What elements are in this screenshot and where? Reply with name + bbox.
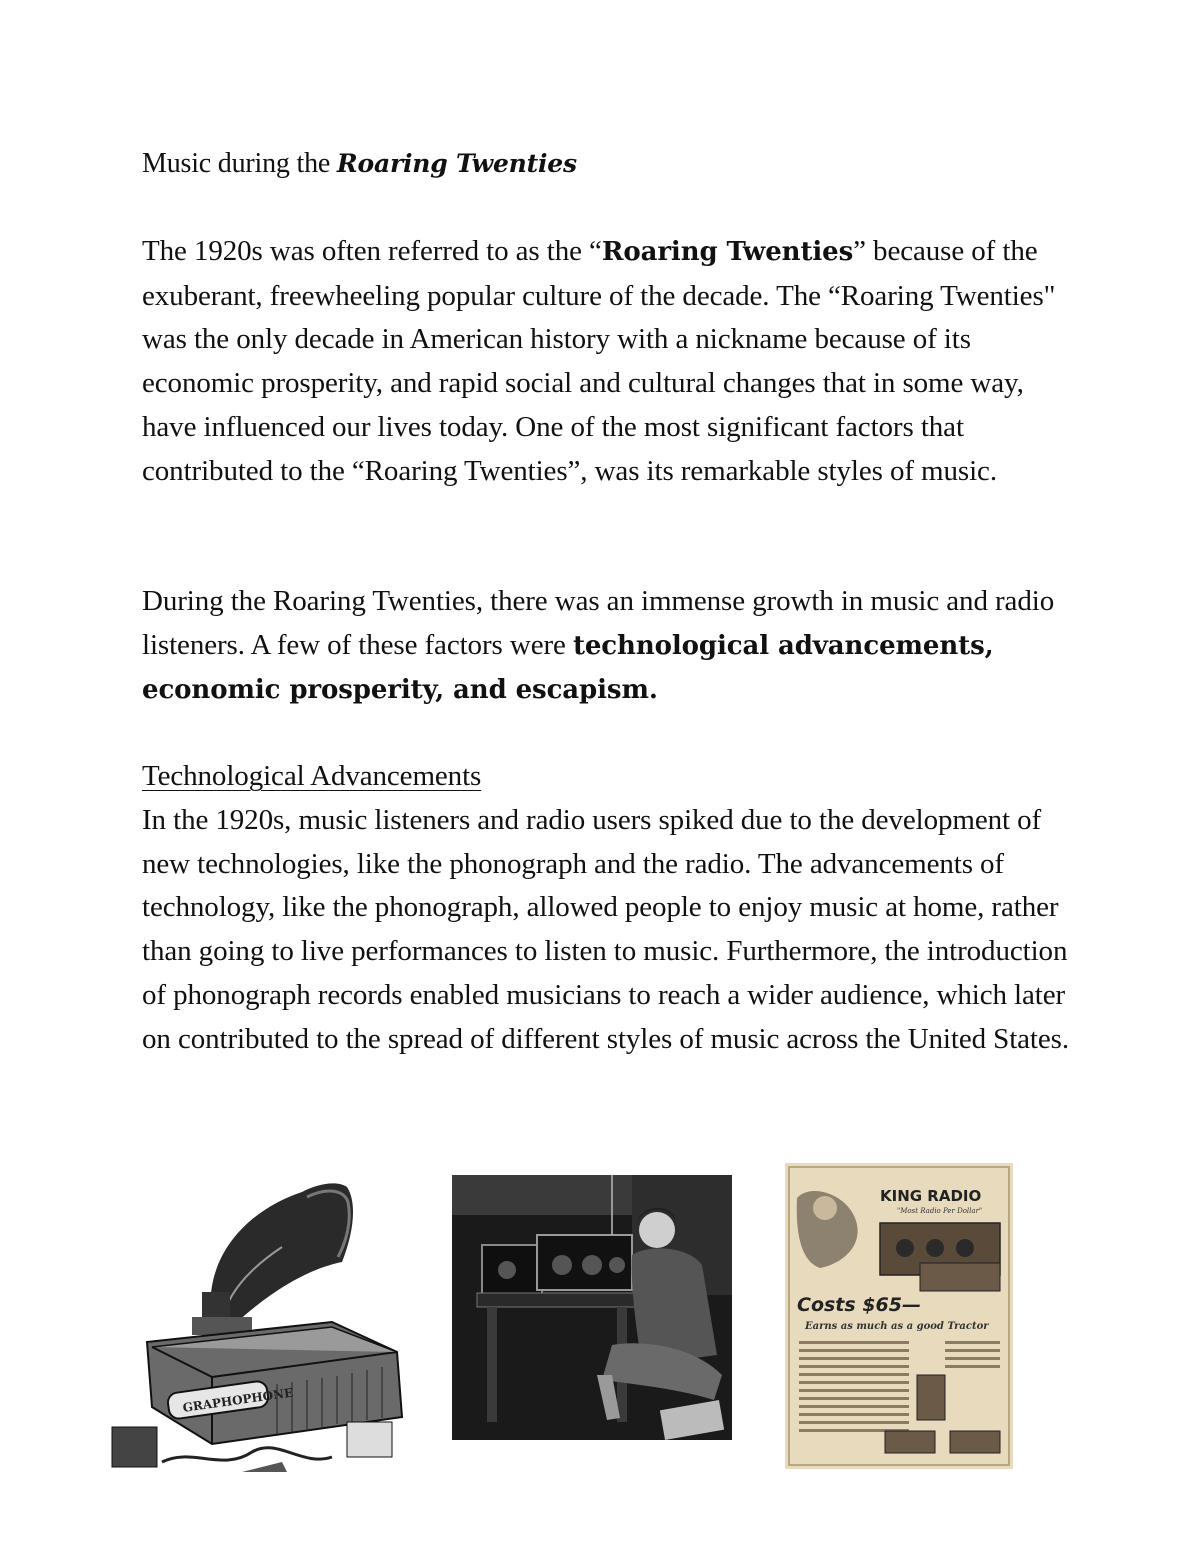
king-radio-ad-icon [785, 1163, 1013, 1469]
ad-price: Costs $65— [797, 1294, 921, 1316]
intro-paragraph [142, 230, 1072, 493]
factors-paragraph [142, 580, 1072, 713]
ad-headline: KING RADIO [880, 1187, 982, 1205]
factors-before: During the Roaring Twenties, there was an immense growth in music and radio listeners. A few of these factors were [142, 585, 1055, 661]
radio-listener-photo [452, 1175, 732, 1440]
section-heading: Technological Advancements [142, 760, 482, 792]
king-radio-advertisement [785, 1163, 1013, 1469]
page-title [142, 142, 577, 186]
phonograph-image [102, 1172, 404, 1482]
ad-slogan: Earns as much as a good Tractor [805, 1321, 989, 1332]
title-fancy: Roaring Twenties [336, 149, 577, 178]
factors-bold: technological advancements, economic prosperity, and escapism. [142, 630, 994, 706]
intro-after: ” because of the exuberant, freewheeling popular culture of the decade. The “Roaring Twenties" was the only decade in American history with a nickname because of its economic prosperity, and rapid social and cultural changes that in some way, have influenced our lives today. One of the most significant factors that contributed to the “Roaring Twenties”, was its remarkable styles of music. [142, 235, 1056, 487]
intro-before: The 1920s was often referred to as the “ [142, 235, 602, 267]
title-prefix: Music during the [142, 148, 337, 179]
tech-paragraph: In the 1920s, music listeners and radio users spiked due to the development of new technologies, like the phonograph and the radio. The advancements of technology, like the phonograph, allowed people to enjoy music at home, rather than going to live performances to listen to music. Furthermore, the introduction of phonograph records enabled musicians to reach a wider audience, which later on contributed to the spread of different styles of music across the United States. [142, 804, 1069, 1055]
phonograph-engraving-icon [102, 1172, 404, 1482]
ad-tagline: "Most Radio Per Dollar" [897, 1207, 983, 1215]
phonograph-label: GRAPHOPHONE [181, 1385, 294, 1415]
intro-bold: Roaring Twenties [601, 237, 854, 267]
woman-radio-photo-icon [452, 1175, 732, 1440]
